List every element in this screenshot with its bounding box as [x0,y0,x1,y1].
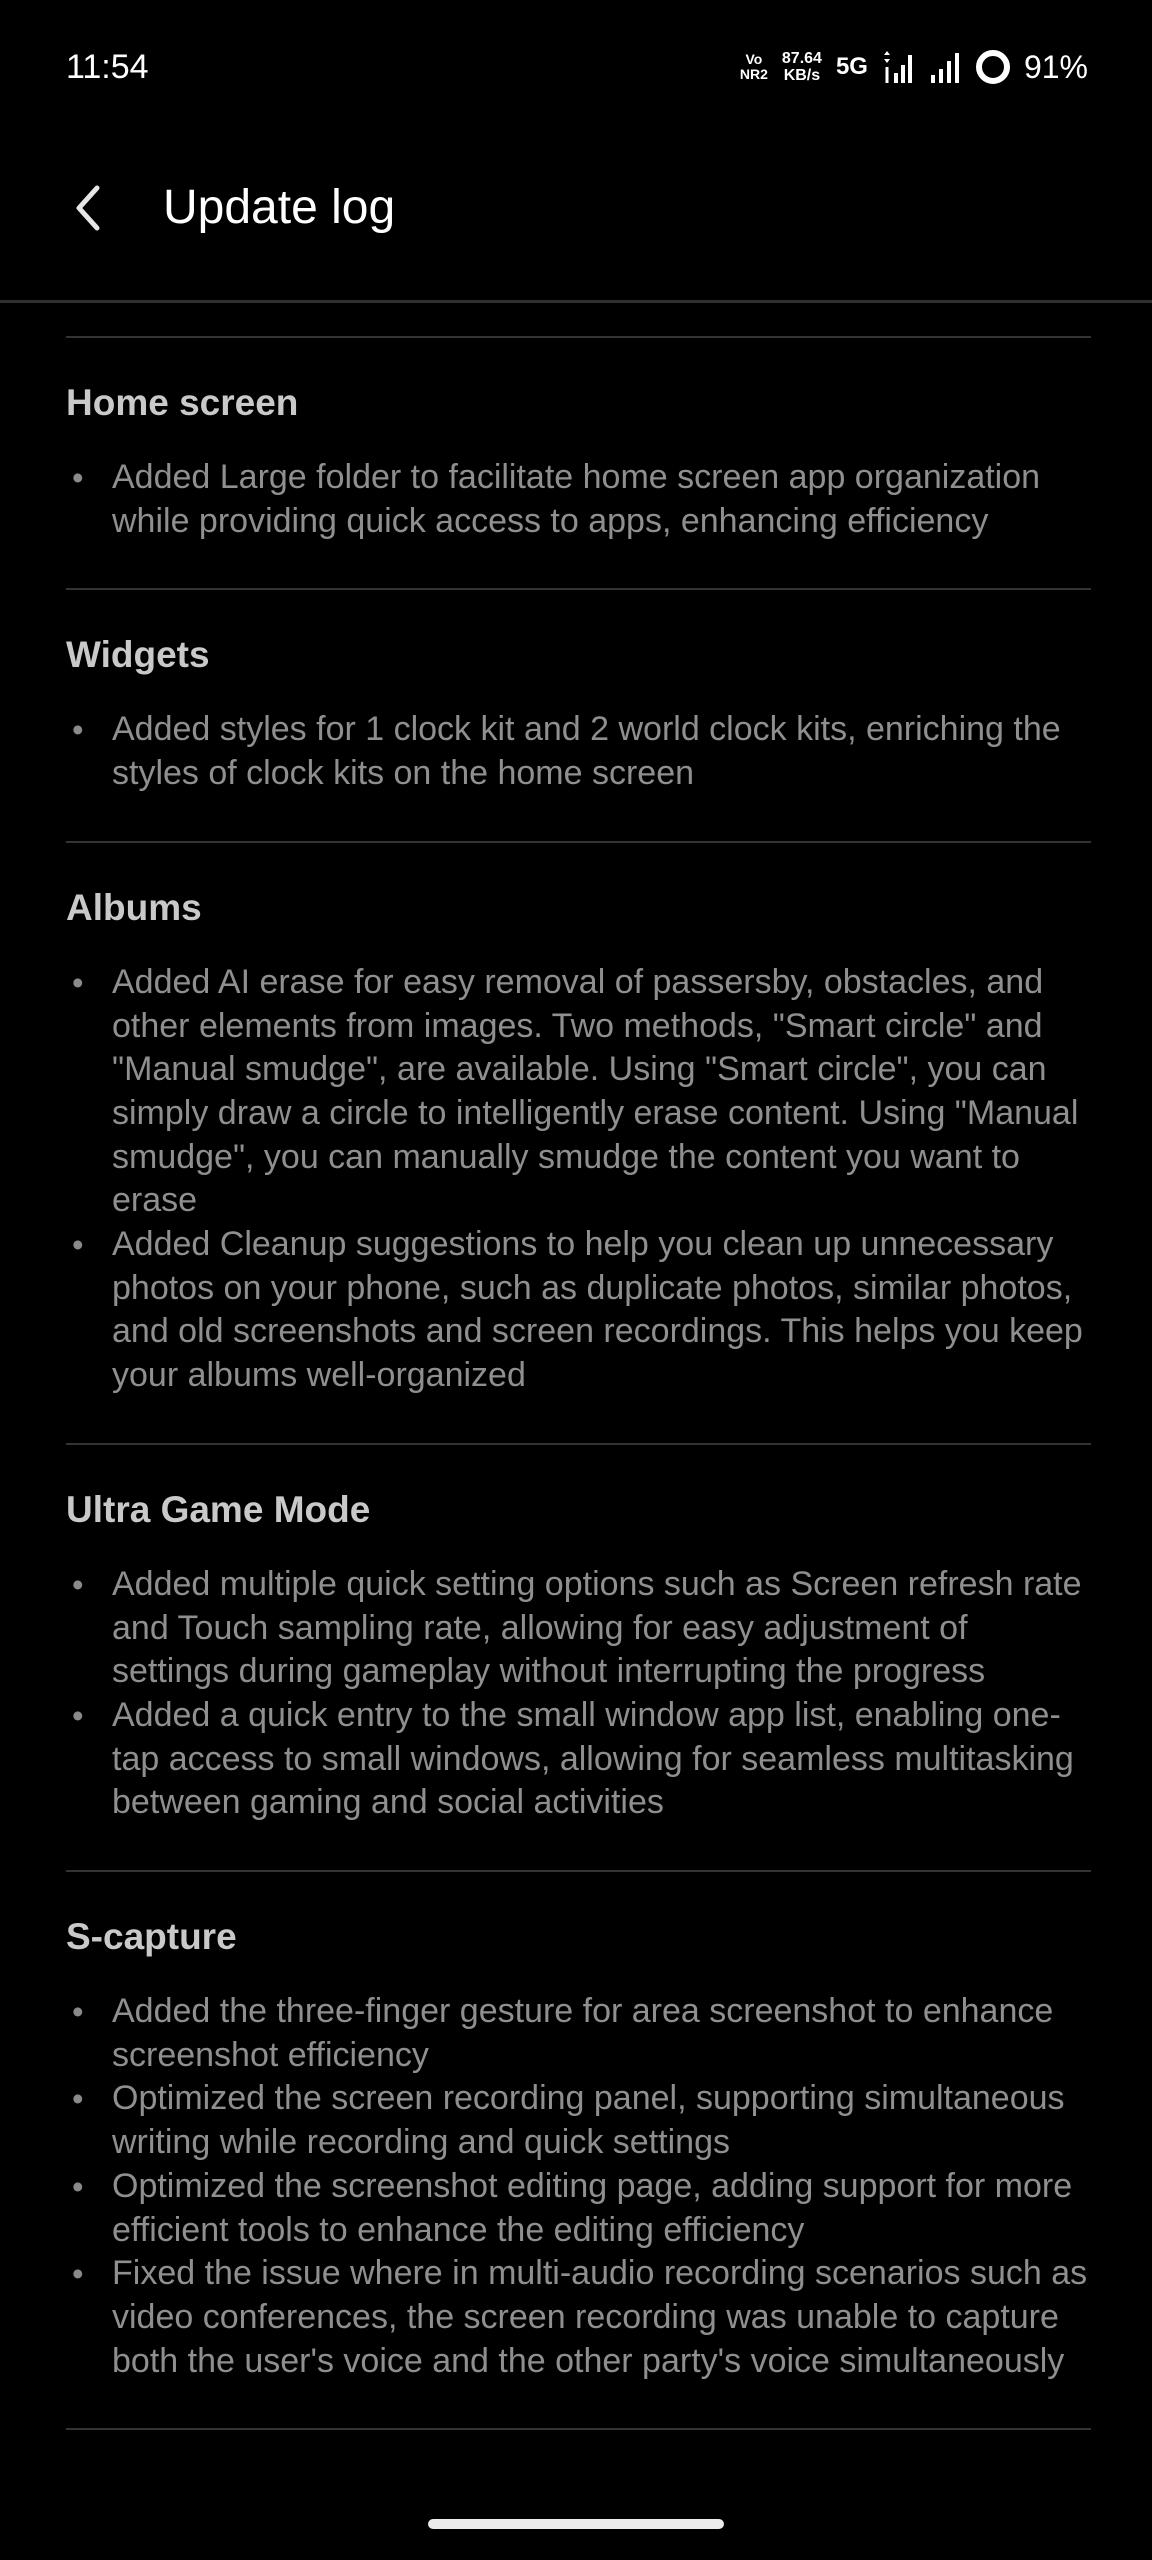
back-button[interactable] [60,180,116,236]
section-title: Home screen [66,382,299,423]
list-item [66,1563,1091,1694]
network-speed-unit: KB/s [783,67,821,84]
list-item-text: Added the three-finger gesture for area screenshot to enhance screenshot efficiency [112,1992,1054,2074]
section-title: Albums [66,886,202,928]
section-ultra-game-mode [66,1445,1091,1870]
chevron-left-icon [73,184,103,232]
section-s-capture [66,1872,1091,2428]
list-item [66,2165,1091,2252]
volte-indicator [740,52,768,82]
network-speed [782,50,822,84]
status-time: 11:54 [66,48,149,86]
section-title: Ultra Game Mode [66,1488,371,1530]
battery-percent: 91% [1023,48,1088,85]
list-item [66,2252,1091,2383]
list-item-text: Optimized the screen recording panel, supporting simultaneous writing while recording and quick settings [112,2079,1065,2162]
status-bar [0,0,1152,135]
status-icons [740,46,1088,88]
list-item-text: Fixed the issue where in multi-audio recording scenarios such as video conferences, the screen recording was unable to capture both the user's voice and the other party's voice simultaneously [112,2254,1088,2380]
volte-bottom-label: NR2 [739,66,768,82]
list-item [66,1694,1091,1825]
page-title: Update log [163,181,396,234]
list-item [66,708,1091,795]
list-item [66,961,1091,1223]
bullet-icon: • [72,1565,84,1603]
bullet-icon: • [72,2255,84,2293]
bullet-icon: • [72,1696,84,1734]
volte-top-label: Vo [745,51,763,67]
list-item-text: Added Cleanup suggestions to help you clean up unnecessary photos on your phone, such as duplicate photos, similar photos, and old screenshots and screen recordings. This helps you keep your albums well-organized [112,1225,1083,1395]
list-item-text: Added styles for 1 clock kit and 2 world clock kits, enriching the styles of clock kits on the home screen [112,710,1061,793]
section-title: S-capture [66,1916,237,1958]
list-item [66,1990,1091,2077]
network-speed-value: 87.64 [781,50,822,67]
bullet-icon: • [72,711,84,749]
battery-icon [976,50,1010,84]
list-item-text: Added multiple quick setting options such as Screen refresh rate and Touch sampling rate, allowing for easy adjustment of settings during gameplay without interrupting the progress [112,1564,1082,1691]
bullet-icon: • [72,963,84,1001]
bullet-icon: • [72,1226,84,1264]
app-header [0,150,1152,270]
list-item-text: Optimized the screenshot editing page, adding support for more efficient tools to enhance the editing efficiency [112,2166,1073,2249]
list-item-text: Added a quick entry to the small window app list, enabling one-tap access to small windows, allowing for seamless multitasking between gaming and social activities [112,1695,1074,1822]
section-home-screen [66,338,1091,588]
section-divider [66,2428,1091,2430]
signal-data-icon [882,51,916,83]
list-item [66,2077,1091,2164]
list-item-text: Added AI erase for easy removal of passersby, obstacles, and other elements from images. Two methods, "Smart circle" and "Manual smudge", are available. Using "Smart circle", you can simply draw a circle to intelligently erase content. Using "Manual smudge", you can manually smudge the content you want to erase [112,962,1079,1220]
list-item-text: Added Large folder to facilitate home screen app organization while providing quick access to apps, enhancing efficiency [112,458,1041,540]
bullet-icon: • [72,2080,84,2118]
update-log-content [66,336,1091,2430]
list-item [66,1223,1091,1398]
list-item [66,456,1091,543]
section-albums [66,843,1091,1443]
bullet-icon: • [72,459,84,496]
bullet-icon: • [72,2167,84,2205]
home-indicator[interactable] [428,2519,724,2529]
network-type: 5G [835,53,868,80]
signal-strength-icon [930,51,962,83]
section-title: Widgets [66,634,210,676]
section-widgets [66,590,1091,840]
bullet-icon: • [72,1993,84,2031]
header-divider [0,300,1152,303]
